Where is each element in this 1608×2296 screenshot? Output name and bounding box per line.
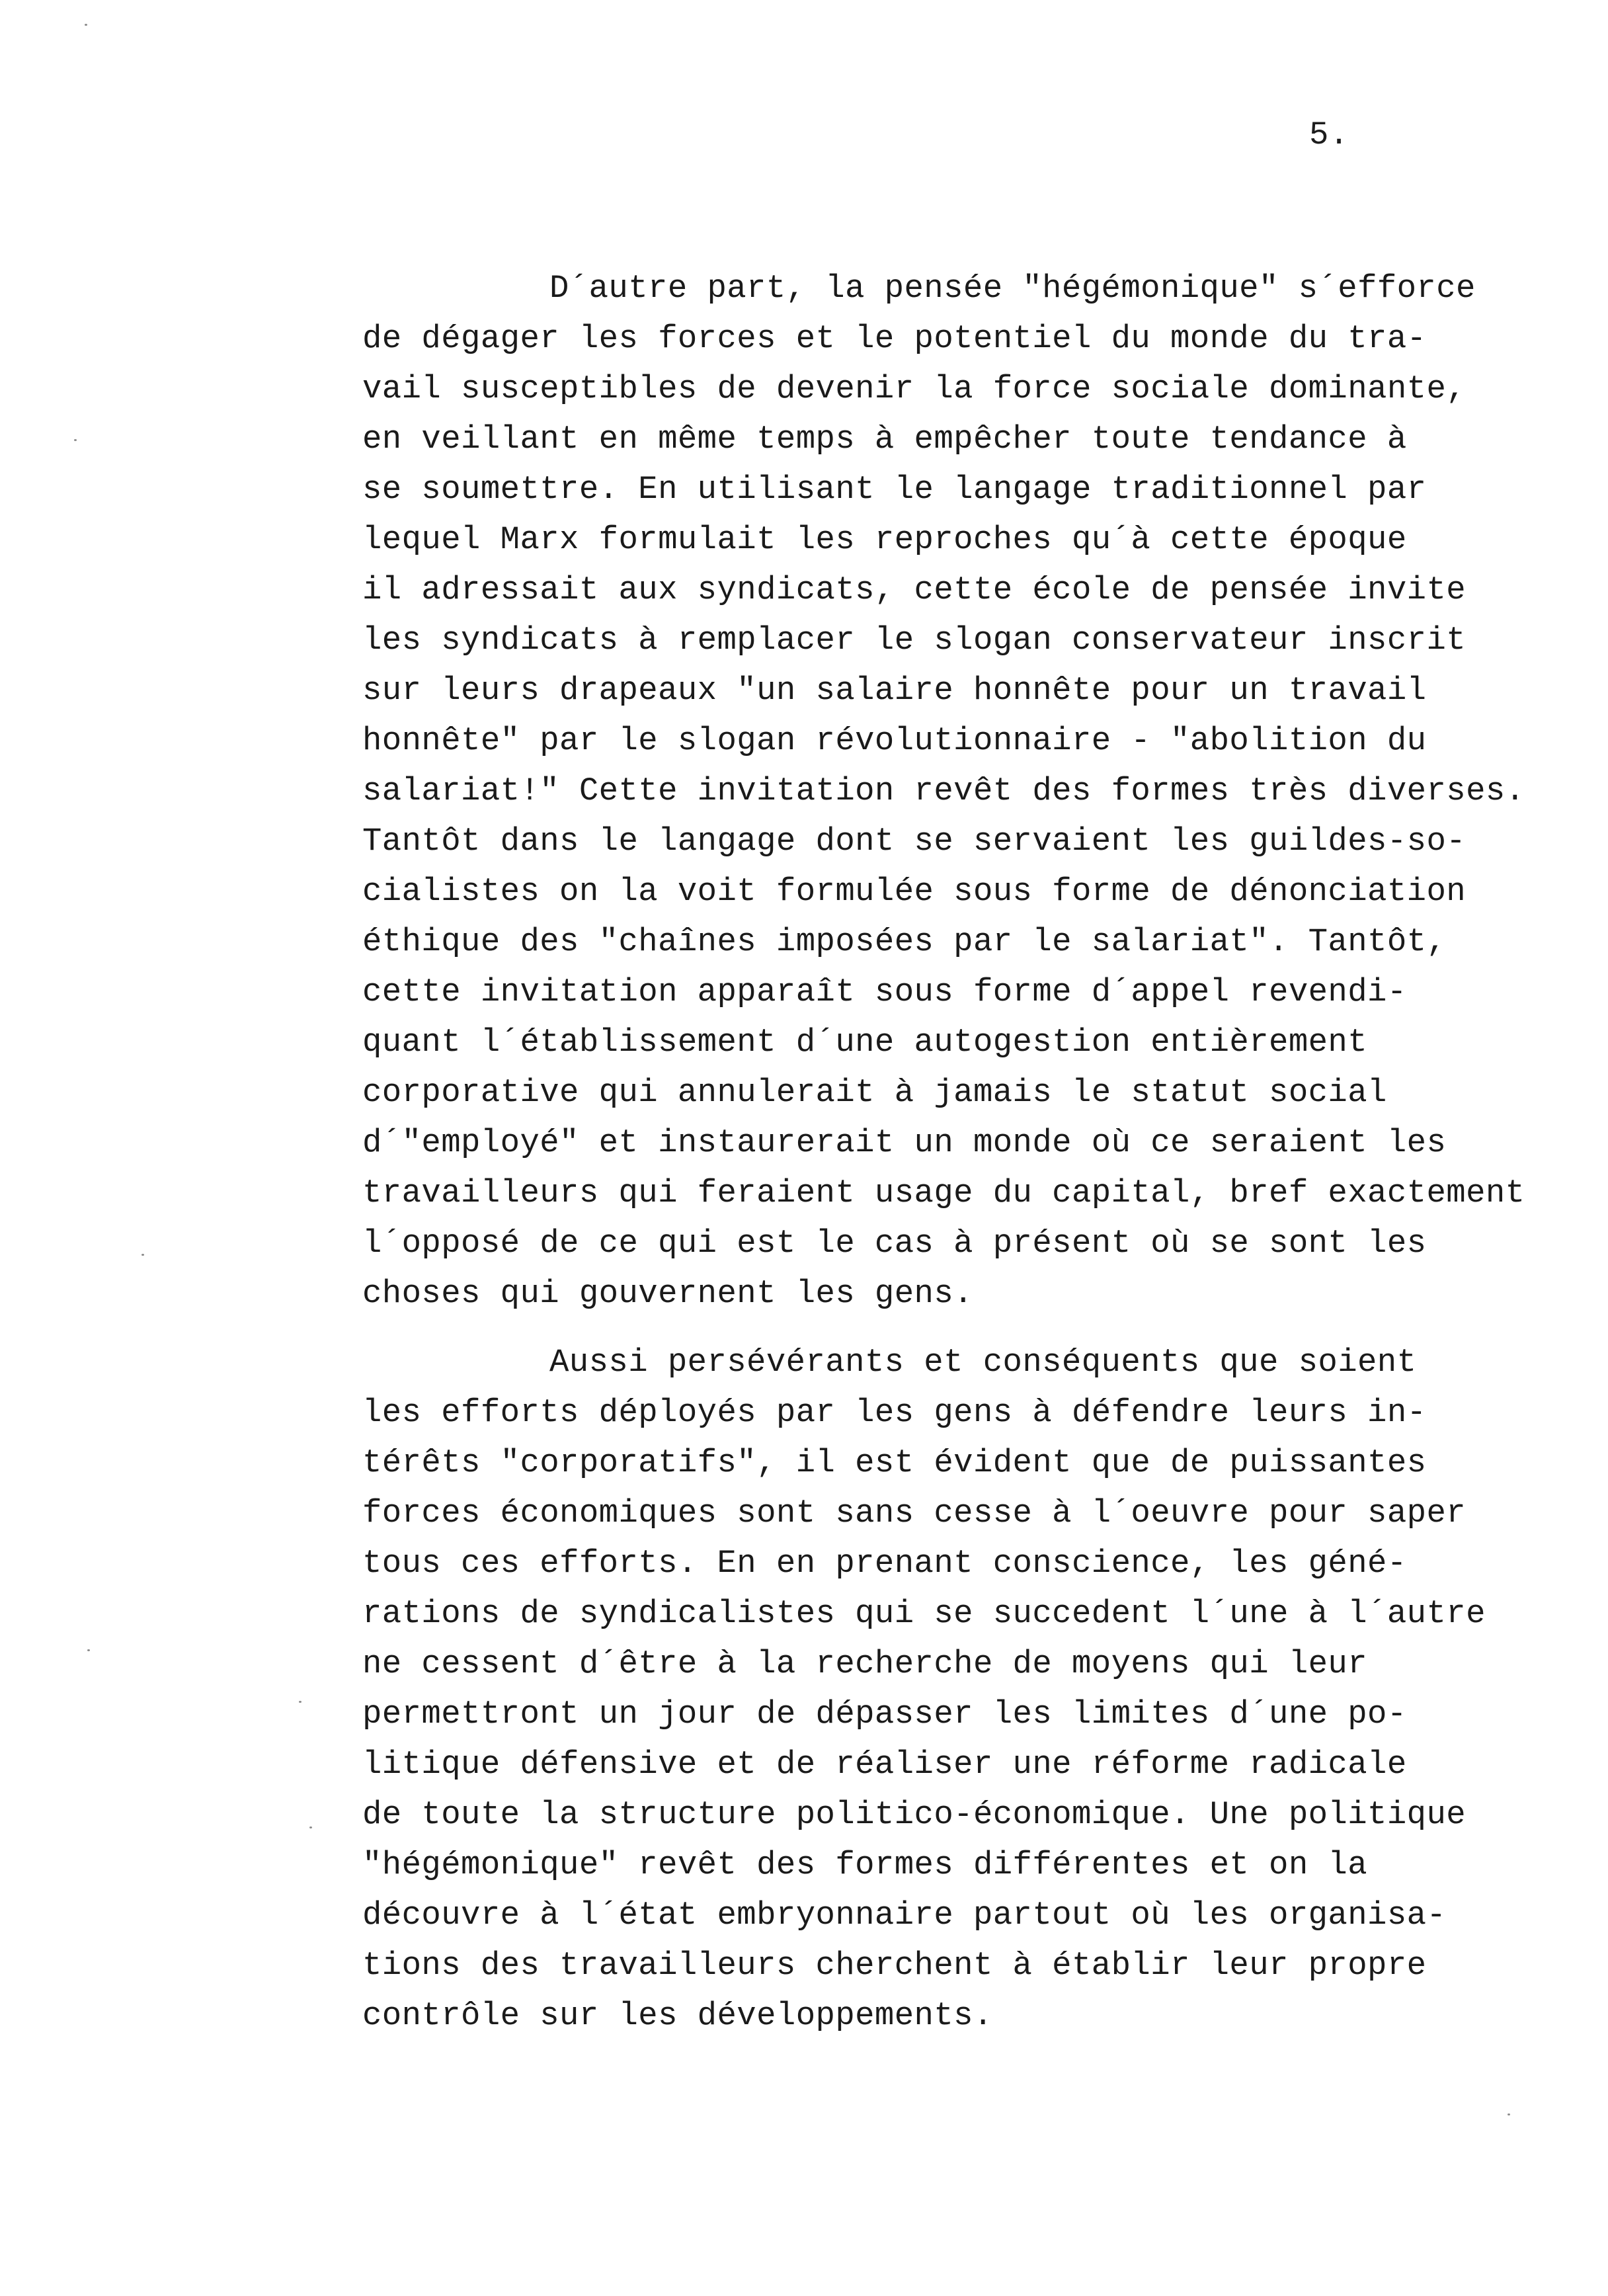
text-line: térêts "corporatifs", il est évident que de puissantes: [362, 1444, 1427, 1481]
text-line: rations de syndicalistes qui se succedent l´une à l´autre: [362, 1595, 1486, 1632]
text-line: corporative qui annulerait à jamais le statut social: [362, 1074, 1387, 1111]
text-line: se soumettre. En utilisant le langage traditionnel par: [362, 471, 1427, 508]
text-line: honnête" par le slogan révolutionnaire - "abolition du: [362, 722, 1427, 759]
text-line: lequel Marx formulait les reproches qu´à cette époque: [362, 521, 1407, 558]
text-line: de dégager les forces et le potentiel du monde du tra-: [362, 320, 1427, 357]
text-line: ne cessent d´être à la recherche de moyens qui leur: [362, 1645, 1368, 1682]
scan-speck: [141, 1254, 144, 1256]
text-line: vail susceptibles de devenir la force sociale dominante,: [362, 370, 1467, 407]
text-line: les syndicats à remplacer le slogan conservateur inscrit: [362, 622, 1467, 659]
text-line: D´autre part, la pensée "hégémonique" s´efforce: [549, 270, 1476, 307]
paragraph-spacer: [362, 1319, 1592, 1337]
text-line: sur leurs drapeaux "un salaire honnête pour un travail: [362, 672, 1427, 709]
text-line: permettront un jour de dépasser les limites d´une po-: [362, 1696, 1407, 1733]
text-line: Aussi persévérants et conséquents que soient: [549, 1344, 1417, 1381]
text-line: salariat!" Cette invitation revêt des formes très diverses.: [362, 772, 1525, 809]
text-line: en veillant en même temps à empêcher toute tendance à: [362, 421, 1407, 458]
paragraph-1: [362, 263, 1592, 1319]
text-line: quant l´établissement d´une autogestion entièrement: [362, 1024, 1368, 1061]
text-line: tions des travailleurs cherchent à établir leur propre: [362, 1947, 1427, 1984]
scan-speck: [74, 439, 77, 441]
text-line: tous ces efforts. En en prenant conscience, les géné-: [362, 1545, 1407, 1582]
text-line: éthique des "chaînes imposées par le salariat". Tantôt,: [362, 923, 1447, 960]
scan-speck: [299, 1701, 302, 1703]
text-line: "hégémonique" revêt des formes différentes et on la: [362, 1846, 1368, 1883]
body-text: [362, 263, 1592, 2041]
scan-speck: [85, 24, 87, 26]
text-line: cette invitation apparaît sous forme d´appel revendi-: [362, 973, 1407, 1010]
text-line: les efforts déployés par les gens à défendre leurs in-: [362, 1394, 1427, 1431]
text-line: cialistes on la voit formulée sous forme de dénonciation: [362, 873, 1467, 910]
scan-speck: [1508, 2113, 1510, 2115]
paragraph-2: [362, 1337, 1592, 2041]
scan-speck: [309, 1826, 312, 1828]
text-line: choses qui gouvernent les gens.: [362, 1275, 973, 1312]
text-line: il adressait aux syndicats, cette école de pensée invite: [362, 571, 1467, 608]
text-line: contrôle sur les développements.: [362, 1997, 993, 2034]
text-line: travailleurs qui feraient usage du capital, bref exactement: [362, 1174, 1525, 1211]
scan-speck: [87, 1649, 90, 1651]
text-line: découvre à l´état embryonnaire partout où les organisa-: [362, 1897, 1447, 1934]
text-line: Tantôt dans le langage dont se servaient les guildes-so-: [362, 823, 1467, 860]
text-line: d´"employé" et instaurerait un monde où ce seraient les: [362, 1124, 1447, 1161]
page-number: 5.: [1309, 116, 1349, 153]
text-line: forces économiques sont sans cesse à l´oeuvre pour saper: [362, 1495, 1467, 1532]
text-line: de toute la structure politico-économique. Une politique: [362, 1796, 1467, 1833]
text-line: l´opposé de ce qui est le cas à présent où se sont les: [362, 1225, 1427, 1262]
text-line: litique défensive et de réaliser une réforme radicale: [362, 1746, 1407, 1783]
